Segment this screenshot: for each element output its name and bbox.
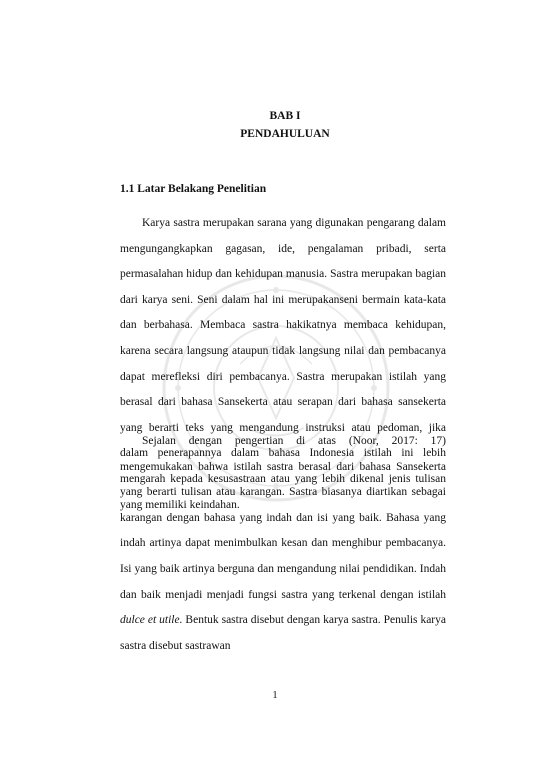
chapter-title: PENDAHULUAN [240,128,330,140]
section-heading: 1.1 Latar Belakang Penelitian [120,183,267,195]
page-number: 1 [272,690,278,701]
paragraph-text: Sejalan dengan pengertian di atas (Noor, 2017: 17) mengemukakan bahwa istilah sastra berasal dari bahasa Sansekerta yang berarti tulisan atau karangan. Sastra biasanya diartikan sebagai karangan dengan bahasa yang indah dan isi yang baik. Bahasa yang indah artinya dapat menimbulkan kesan dan menghibur pembacanya. Isi yang baik artinya berguna dan mengandung nilai pendidikan. Indah dan baik menjadi menjadi fungsi sastra yang terkenal dengan istilah [120,435,446,601]
chapter-number: BAB I [269,110,301,122]
paragraph-text-continued: Bentuk sastra disebut dengan karya sastra. Penulis karya sastra disebut sastrawan [120,614,446,652]
paragraph [120,429,446,659]
paragraph-text: Karya sastra merupakan sarana yang digunakan pengarang dalam mengungangkapkan gagasan, ide, pengalaman pribadi, serta permasalahan hidup dan kehidupan manusia. Sastra merupakan bagian dari karya seni. Seni dalam hal ini merupakanseni bermain kata-kata dan berbahasa. Membaca sastra hakikatnya membaca kehidupan, karena secara langsung ataupun tidak langsung nilai dan pembacanya dapat merefleksi diri pembacanya. Sastra merupakan istilah yang berasal dari bahasa Sansekerta atau serapan dari bahasa sansekerta yang berarti teks yang mengandung instruksi atau pedoman, jika dalam penerapannya dalam bahasa Indonesia istilah ini lebih mengarah kepada kesusastraan atau yang lebih dikenal jenis tulisan yang memiliki keindahan. [120,217,446,511]
italic-term: dulce et utile. [120,614,183,627]
